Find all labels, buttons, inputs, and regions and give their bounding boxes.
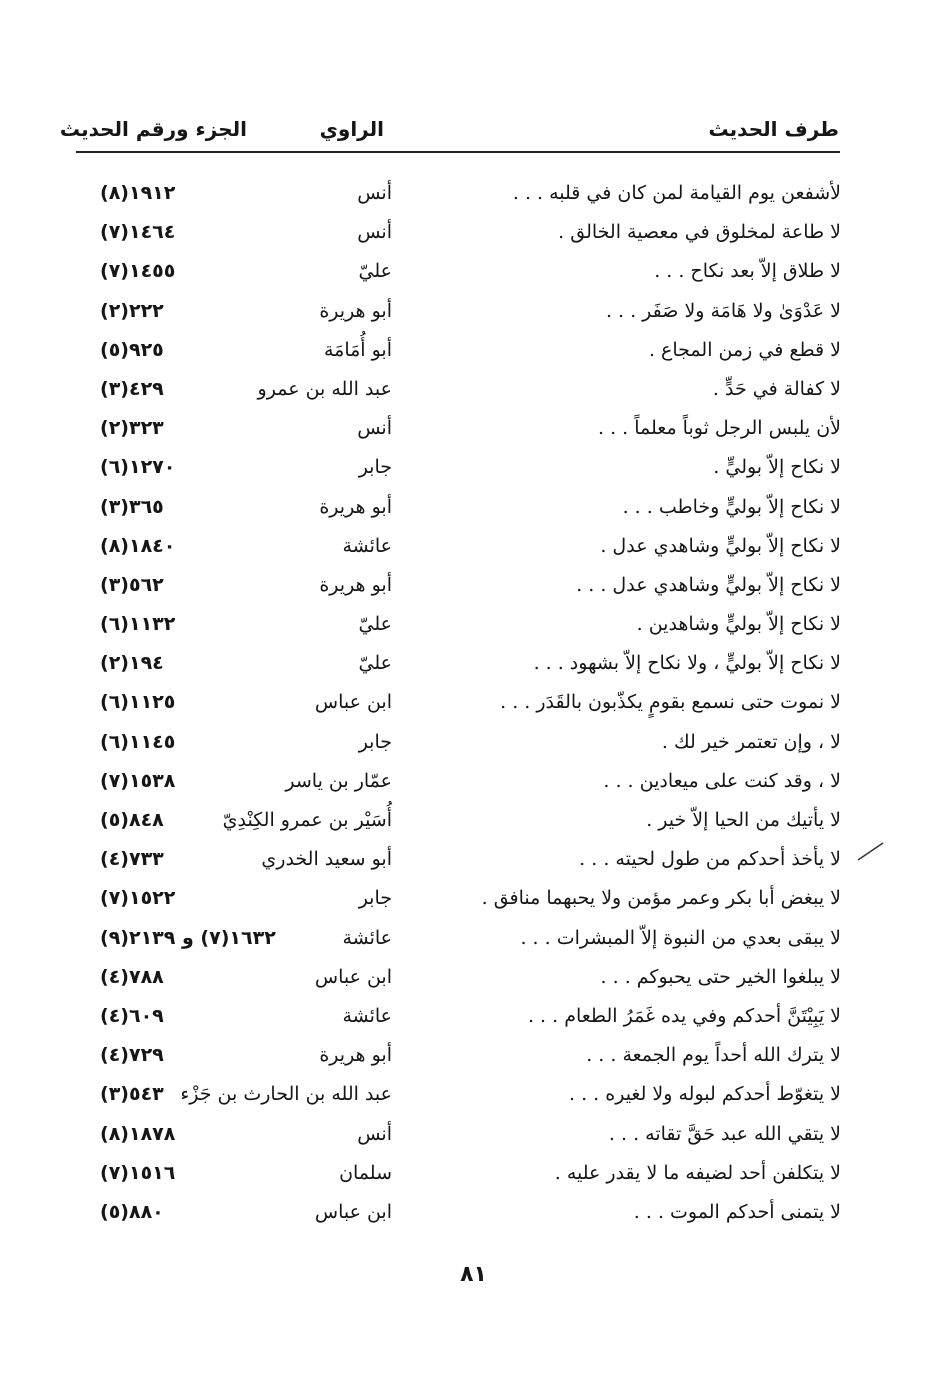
- narrator-name: أبو سعيد الخدري: [261, 848, 392, 871]
- narrator-name: جابر: [358, 887, 392, 910]
- table-row: [0, 174, 947, 213]
- table-row: [0, 683, 947, 722]
- narrator-name: أُسَيْر بن عمرو الكِنْدِيّ: [222, 809, 392, 831]
- table-row: [0, 879, 947, 918]
- narrator-name: عبد الله بن الحارث بن جَزْء: [180, 1083, 392, 1106]
- page-number: ٨١: [460, 1262, 487, 1287]
- table-row: [0, 1115, 947, 1154]
- hadith-reference: ١٨٤٠(٨): [100, 534, 176, 557]
- narrator-name: سلمان: [339, 1161, 392, 1184]
- table-row: [0, 488, 947, 527]
- narrator-name: عائشة: [342, 926, 392, 949]
- hadith-reference: ١٦٣٢(٧) و ٢١٣٩(٩): [100, 926, 276, 949]
- narrator-name: أبو هريرة: [319, 299, 392, 322]
- hadith-text: لا يتغوّط أحدكم لبوله ولا لغيره . . .: [569, 1083, 841, 1106]
- hadith-text: لا عَدْوَىٰ ولا هَامَة ولا صَفَر . . .: [605, 299, 841, 322]
- narrator-name: عليّ: [358, 652, 392, 675]
- hadith-text: لا نكاح إلاّ بوليٍّ وشاهدين .: [636, 613, 841, 636]
- hadith-text: لا يأخذ أحدكم من طول لحيته . . .: [579, 848, 841, 871]
- hadith-text: لأن يلبس الرجل ثوباً معلماً . . .: [598, 417, 841, 440]
- table-row: [0, 997, 947, 1036]
- table-row: [0, 1154, 947, 1193]
- hadith-text: لا نكاح إلاّ بوليٍّ وخاطب . . .: [622, 495, 841, 518]
- table-row: [0, 919, 947, 958]
- hadith-reference: ١٩١٢(٨): [100, 182, 176, 204]
- hadith-reference: ٥٦٢(٣): [100, 573, 164, 596]
- hadith-reference: ١٥٣٨(٧): [100, 769, 176, 792]
- narrator-name: أبو هريرة: [319, 495, 392, 518]
- narrator-name: أبو هريرة: [319, 1044, 392, 1067]
- narrator-name: جابر: [358, 730, 392, 753]
- hadith-reference: ١١٢٥(٦): [100, 691, 176, 714]
- hadith-reference: ٢٢٢(٢): [100, 299, 164, 322]
- hadith-text: لا يأتيك من الحيا إلاّ خير .: [646, 809, 841, 831]
- hadith-text: لا نموت حتى نسمع بقومٍ يكذّبون بالقَدَر . . .: [500, 691, 841, 714]
- hadith-text: لا يتقي الله عبد حَقَّ تقاته . . .: [608, 1122, 841, 1145]
- narrator-name: ابن عباس: [314, 691, 392, 714]
- table-row: [0, 527, 947, 566]
- hadith-text: لا نكاح إلاّ بوليٍّ .: [713, 456, 841, 479]
- hadith-reference: ١٩٤(٢): [100, 652, 164, 675]
- hadith-text: لأشفعن يوم القيامة لمن كان في قلبه . . .: [512, 182, 841, 204]
- hadith-text: لا نكاح إلاّ بوليٍّ ، ولا نكاح إلاّ بشهود . . .: [533, 652, 841, 675]
- table-row: [0, 213, 947, 252]
- hadith-text: لا طلاق إلاّ بعد نكاح . . .: [654, 260, 841, 283]
- narrator-name: أبو هريرة: [319, 573, 392, 596]
- hadith-text: لا يَبِيْتَنَّ أحدكم وفي يده غَمَرُ الطعام . . .: [527, 1004, 841, 1027]
- hadith-reference: ٨٨٠(٥): [100, 1200, 164, 1223]
- narrator-name: جابر: [358, 456, 392, 479]
- margin-pen-mark: [856, 840, 886, 862]
- hadith-reference: ١٤٦٤(٧): [100, 221, 176, 244]
- table-row: [0, 801, 947, 840]
- narrator-name: عبد الله بن عمرو: [257, 377, 392, 400]
- hadith-text: لا كفالة في حَدٍّ .: [712, 377, 841, 400]
- hadith-text: لا نكاح إلاّ بوليٍّ وشاهدي عدل . . .: [576, 573, 841, 596]
- table-row: [0, 1036, 947, 1075]
- table-row: [0, 292, 947, 331]
- header-divider: [76, 151, 840, 153]
- hadith-reference: ١٥٢٢(٧): [100, 887, 176, 910]
- narrator-name: أنس: [357, 182, 392, 204]
- hadith-reference: ٩٢٥(٥): [100, 338, 164, 361]
- hadith-reference: ٦٠٩(٤): [100, 1004, 164, 1027]
- narrator-name: عليّ: [358, 260, 392, 283]
- narrator-name: عائشة: [342, 1004, 392, 1027]
- hadith-text: لا ، وقد كنت على ميعادين . . .: [603, 769, 841, 792]
- narrator-name: ابن عباس: [314, 1200, 392, 1223]
- hadith-index-table: [0, 174, 947, 1232]
- narrator-name: عائشة: [342, 534, 392, 557]
- narrator-name: ابن عباس: [314, 965, 392, 988]
- table-row: [0, 1193, 947, 1232]
- hadith-text: لا طاعة لمخلوق في معصية الخالق .: [558, 221, 841, 244]
- narrator-name: أنس: [357, 417, 392, 440]
- hadith-text: لا يترك الله أحداً يوم الجمعة . . .: [586, 1044, 841, 1067]
- table-row: [0, 958, 947, 997]
- hadith-text: لا نكاح إلاّ بوليٍّ وشاهدي عدل .: [600, 534, 841, 557]
- hadith-reference: ١١٤٥(٦): [100, 730, 176, 753]
- table-row: [0, 1075, 947, 1114]
- table-row: [0, 762, 947, 801]
- hadith-text: لا يتكلفن أحد لضيفه ما لا يقدر عليه .: [554, 1161, 841, 1184]
- hadith-reference: ٧٨٨(٤): [100, 965, 164, 988]
- hadith-reference: ١٥١٦(٧): [100, 1161, 176, 1184]
- hadith-reference: ٧٣٣(٤): [100, 848, 164, 871]
- table-row: [0, 370, 947, 409]
- narrator-name: أنس: [357, 221, 392, 244]
- hadith-reference: ٣٦٥(٣): [100, 495, 164, 518]
- table-row: [0, 566, 947, 605]
- table-row: [0, 840, 947, 879]
- hadith-reference: ١٨٧٨(٨): [100, 1122, 176, 1145]
- table-row: [0, 448, 947, 487]
- hadith-reference: ١١٣٢(٦): [100, 613, 176, 636]
- table-row: [0, 409, 947, 448]
- hadith-text: لا يبغض أبا بكر وعمر مؤمن ولا يحبهما منافق .: [481, 887, 841, 910]
- hadith-reference: ٤٢٩(٣): [100, 377, 164, 400]
- table-row: [0, 644, 947, 683]
- hadith-text: لا ، وإن تعتمر خير لك .: [661, 730, 841, 753]
- column-header-hadith: طرف الحديث: [708, 117, 839, 141]
- hadith-reference: ٨٤٨(٥): [100, 809, 164, 831]
- hadith-text: لا قطع في زمن المجاع .: [648, 338, 841, 361]
- narrator-name: أنس: [357, 1122, 392, 1145]
- narrator-name: عمّار بن ياسر: [285, 769, 392, 792]
- narrator-name: عليّ: [358, 613, 392, 636]
- hadith-reference: ١٤٥٥(٧): [100, 260, 176, 283]
- table-row: [0, 605, 947, 644]
- hadith-text: لا يبلغوا الخير حتى يحبوكم . . .: [600, 965, 841, 988]
- narrator-name: أبو أُمَامَة: [323, 338, 392, 361]
- hadith-reference: ١٢٧٠(٦): [100, 456, 176, 479]
- column-header-reference: الجزء ورقم الحديث: [59, 117, 247, 141]
- table-row: [0, 331, 947, 370]
- hadith-reference: ٧٢٩(٤): [100, 1044, 164, 1067]
- hadith-text: لا يتمنى أحدكم الموت . . .: [633, 1200, 841, 1223]
- hadith-reference: ٣٢٣(٢): [100, 417, 164, 440]
- table-row: [0, 723, 947, 762]
- table-row: [0, 252, 947, 291]
- hadith-reference: ٥٤٣(٣): [100, 1083, 164, 1106]
- column-header-narrator: الراوي: [319, 117, 384, 141]
- hadith-text: لا يبقى بعدي من النبوة إلاّ المبشرات . . .: [520, 926, 841, 949]
